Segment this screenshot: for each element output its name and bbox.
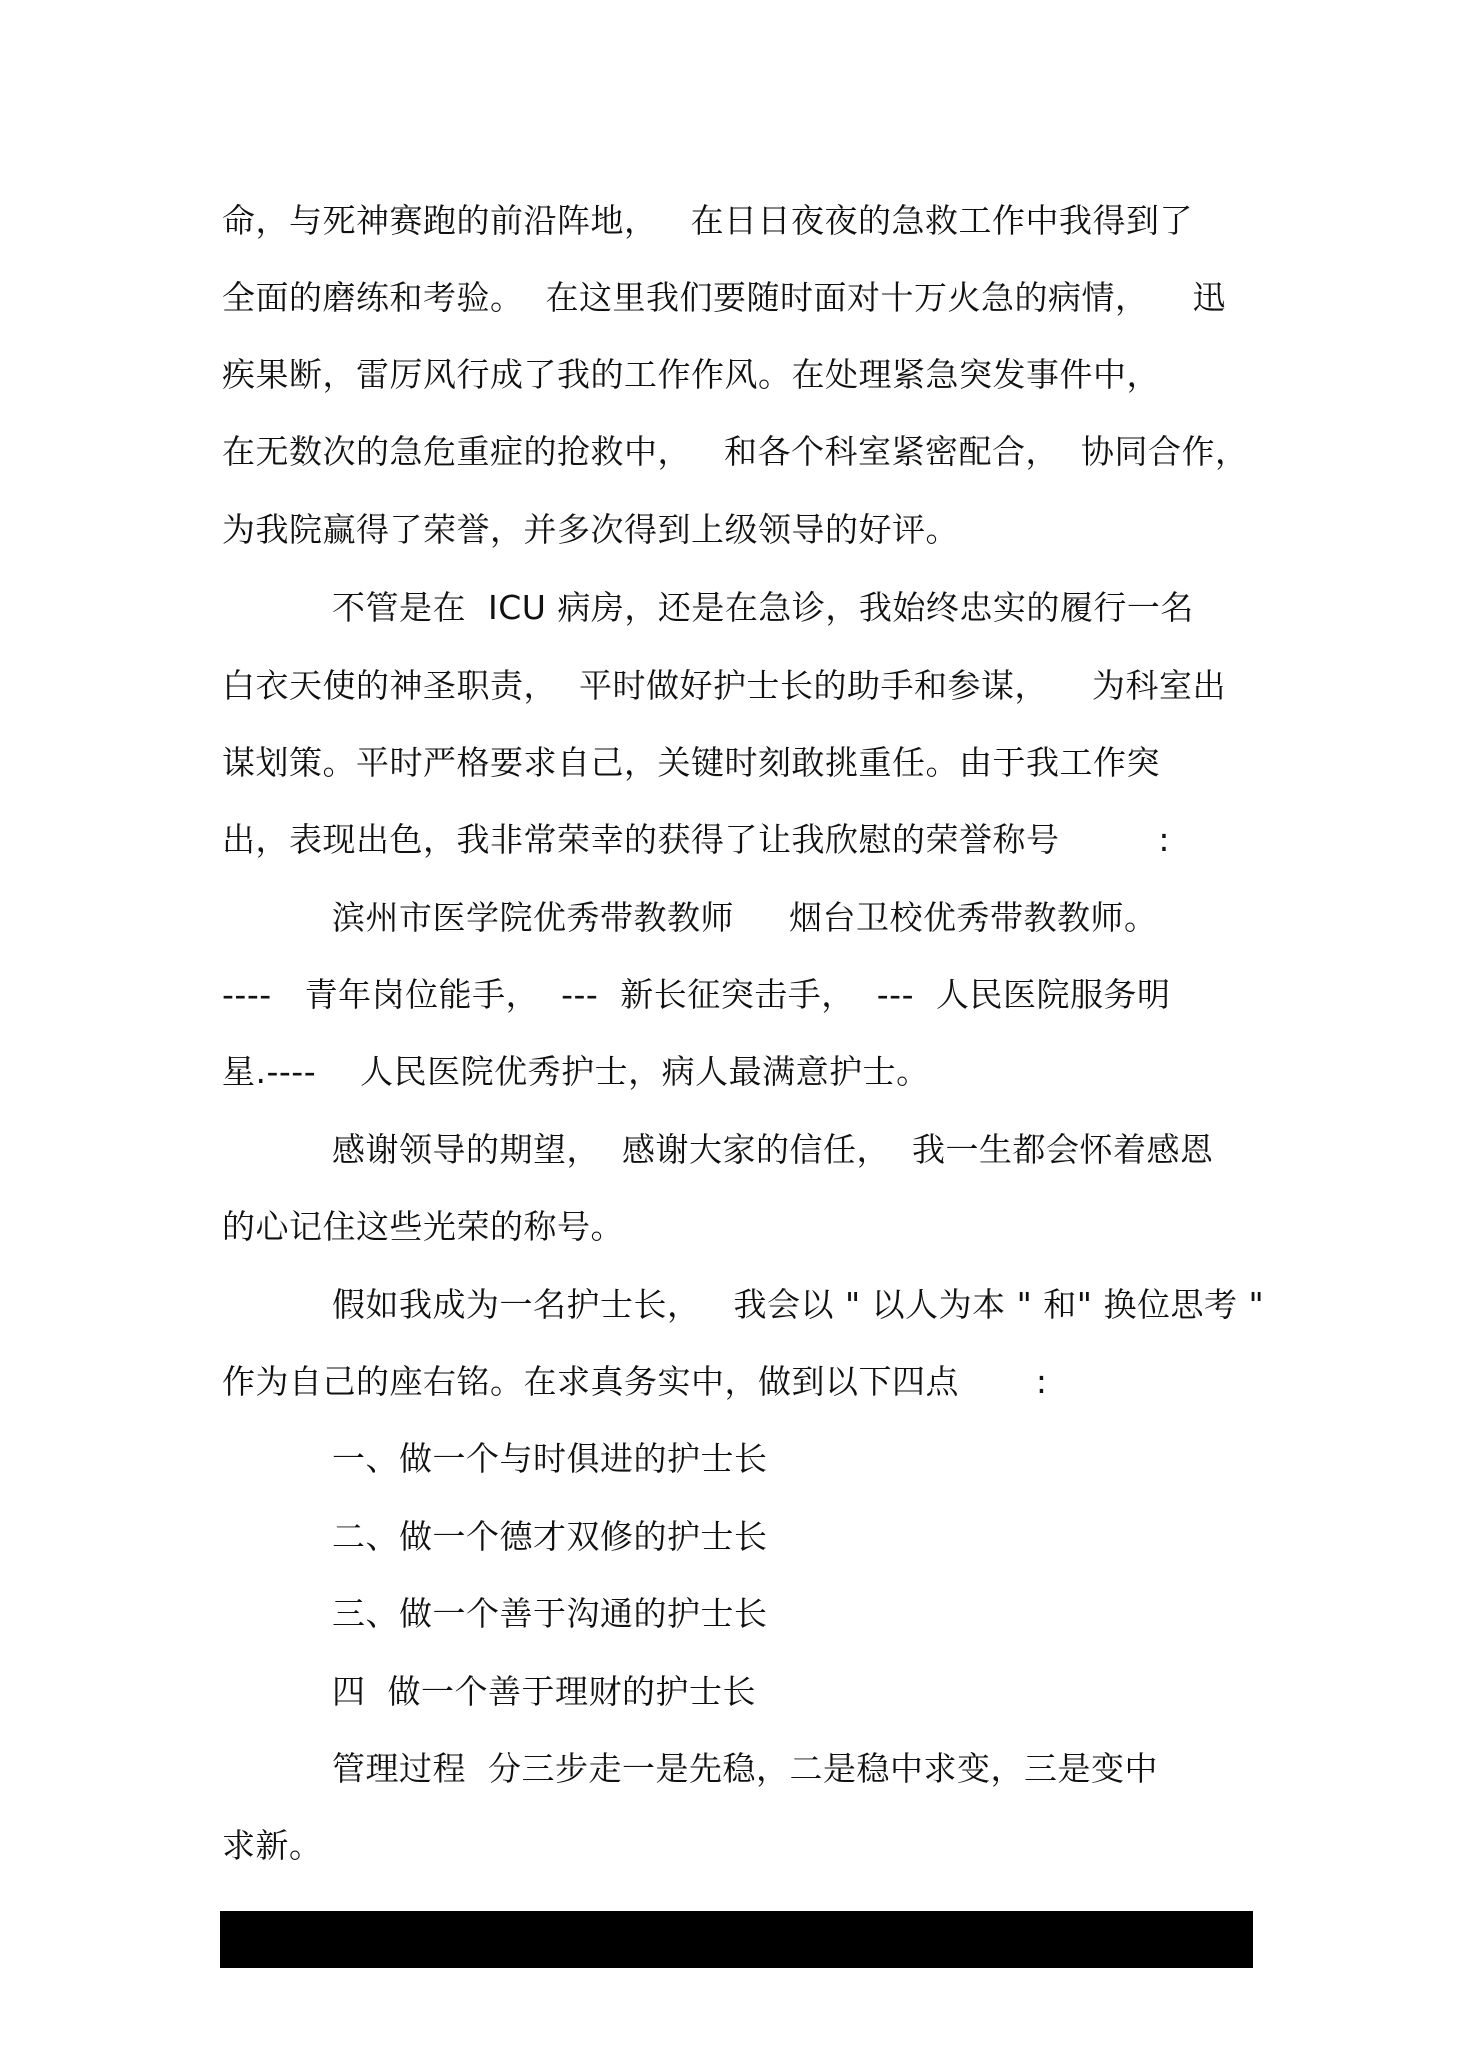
text-line: 谋划策。平时严格要求自己，关键时刻敢挑重任。由于我工作突 xyxy=(222,743,1160,782)
text-line: 在无数次的急危重症的抢救中， 和各个科室紧密配合， 协同合作， xyxy=(222,432,1249,471)
text-line: 作为自己的座右铭。在求真务实中，做到以下四点 : xyxy=(222,1362,1048,1401)
text-line: 命，与死神赛跑的前沿阵地， 在日日夜夜的急救工作中我得到了 xyxy=(222,201,1193,240)
text-line: 的心记住这些光荣的称号。 xyxy=(222,1207,624,1246)
text-line: 白衣天使的神圣职责， 平时做好护士长的助手和参谋， 为科室出 xyxy=(222,666,1226,705)
list-item: 三、做一个善于沟通的护士长 xyxy=(332,1594,768,1633)
text-line: 全面的磨练和考验。 在这里我们要随时面对十万火急的病情， 迅 xyxy=(222,278,1226,317)
text-line: 滨州市医学院优秀带教教师 烟台卫校优秀带教教师。 xyxy=(332,898,1158,937)
text-line: 求新。 xyxy=(222,1826,323,1865)
text-line: 出，表现出色，我非常荣幸的获得了让我欣慰的荣誉称号 : xyxy=(222,820,1171,859)
list-item: 一、做一个与时俱进的护士长 xyxy=(332,1439,768,1478)
text-line: ---- 青年岗位能手， --- 新长征突击手， --- 人民医院服务明 xyxy=(222,975,1171,1014)
text-line: 为我院赢得了荣誉，并多次得到上级领导的好评。 xyxy=(222,510,959,549)
text-line: 不管是在 ICU 病房，还是在急诊，我始终忠实的履行一名 xyxy=(332,588,1194,627)
text-line: 星.---- 人民医院优秀护士，病人最满意护士。 xyxy=(222,1052,930,1091)
list-item: 二、做一个德才双修的护士长 xyxy=(332,1517,768,1556)
text-line: 感谢领导的期望， 感谢大家的信任， 我一生都会怀着感恩 xyxy=(332,1130,1214,1169)
redaction-bar xyxy=(220,1911,1253,1968)
list-item: 四 做一个善于理财的护士长 xyxy=(332,1672,756,1711)
text-line: 管理过程 分三步走一是先稳，二是稳中求变，三是变中 xyxy=(332,1749,1158,1788)
text-line: 假如我成为一名护士长， 我会以 " 以人为本 " 和" 换位思考 " xyxy=(332,1285,1265,1324)
text-line: 疾果断，雷厉风行成了我的工作作风。在处理紧急突发事件中， xyxy=(222,355,1160,394)
